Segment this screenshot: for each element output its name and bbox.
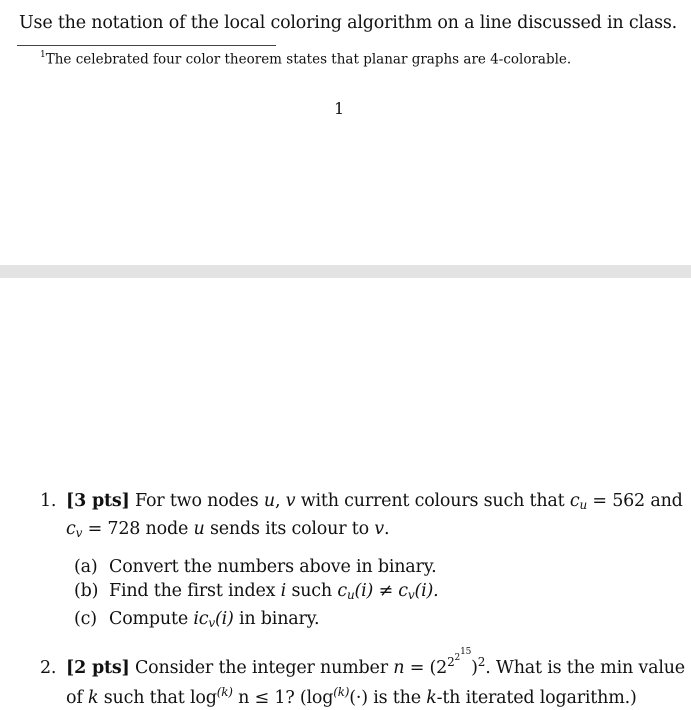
exponent: 2 (477, 655, 486, 669)
problem-points: [2 pts] (66, 658, 130, 678)
problem-1-subparts (74, 555, 439, 635)
math-subscript: v (407, 588, 415, 602)
intro-text: Use the notation of the local coloring algorithm on a line discussed in class. (19, 13, 677, 33)
footnote-marker: 1 (40, 50, 46, 60)
problem-2 (40, 640, 685, 710)
math-var: k (426, 688, 437, 708)
exponent: 2 (447, 655, 455, 669)
math-expr: ) (471, 658, 478, 678)
text-fragment: of (66, 688, 88, 708)
footnote-rule (17, 45, 276, 46)
problem-number: 2. (40, 658, 57, 678)
exponent: 2 (454, 653, 461, 663)
problem-2-line-1 (40, 640, 685, 680)
text-fragment: n ≤ 1? (log (232, 688, 334, 708)
subpart-text: Convert the numbers above in binary. (109, 557, 437, 577)
text-fragment: . (383, 519, 390, 539)
math-expr: (i) ≠ c (354, 581, 408, 601)
page-number: 1 (334, 99, 345, 118)
problem-number: 1. (40, 491, 57, 511)
text-fragment: -th iterated logarithm.) (436, 688, 637, 708)
math-var: c (337, 581, 347, 601)
text-fragment: Consider the integer number (134, 658, 394, 678)
text-fragment: . What is the min value (485, 658, 685, 678)
math-var: v (285, 491, 296, 511)
tower-exponent (447, 647, 472, 669)
math-var: k (87, 688, 99, 708)
page-separator (0, 265, 691, 278)
text-fragment: (·) is the (349, 688, 427, 708)
problem-points: [3 pts] (66, 491, 130, 511)
math-var: i (280, 581, 287, 601)
subpart-label: (a) (74, 557, 98, 577)
subpart-text: Find the first index (109, 581, 281, 601)
footnote-text: The celebrated four color theorem states that planar graphs are 4-colorable. (45, 51, 572, 68)
math-expr: (i) (214, 609, 234, 629)
text-fragment: such that log (98, 688, 217, 708)
subpart-a (74, 555, 439, 579)
nested-exponent (454, 647, 472, 663)
math-var: u (263, 491, 275, 511)
text-fragment: For two nodes (134, 491, 264, 511)
text-fragment: = 728 node (82, 519, 194, 539)
subpart-label: (c) (74, 609, 97, 629)
math-expr: = (2 (404, 658, 448, 678)
math-subscript: u (346, 588, 355, 602)
subpart-text: such (286, 581, 338, 601)
math-var: c (569, 491, 580, 511)
exponent: 15 (460, 647, 472, 657)
math-subscript: v (75, 526, 83, 540)
math-var: u (193, 519, 205, 539)
math-var: c (66, 519, 76, 539)
math-var: n (393, 658, 405, 678)
math-expr: ic (193, 609, 209, 629)
exponent: (k) (216, 685, 233, 699)
exponent: (k) (333, 685, 350, 699)
problem-1-line-1 (40, 489, 683, 517)
page-top (0, 0, 691, 265)
math-subscript: u (579, 498, 587, 512)
subpart-b (74, 579, 439, 607)
footnote (40, 51, 571, 68)
text-fragment: = 562 and (587, 491, 683, 511)
subpart-c (74, 607, 439, 635)
text-fragment: sends its colour to (204, 519, 375, 539)
subpart-label: (b) (74, 581, 99, 601)
math-var: v (374, 519, 384, 539)
subpart-text: in binary. (233, 609, 320, 629)
problem-1-line-2 (40, 517, 683, 545)
math-expr: (i). (414, 581, 439, 601)
text-fragment: with current colours such that (295, 491, 570, 511)
subpart-text: Compute (109, 609, 194, 629)
math-subscript: v (208, 616, 215, 630)
text-fragment: , (274, 491, 286, 511)
problem-1 (40, 489, 683, 545)
